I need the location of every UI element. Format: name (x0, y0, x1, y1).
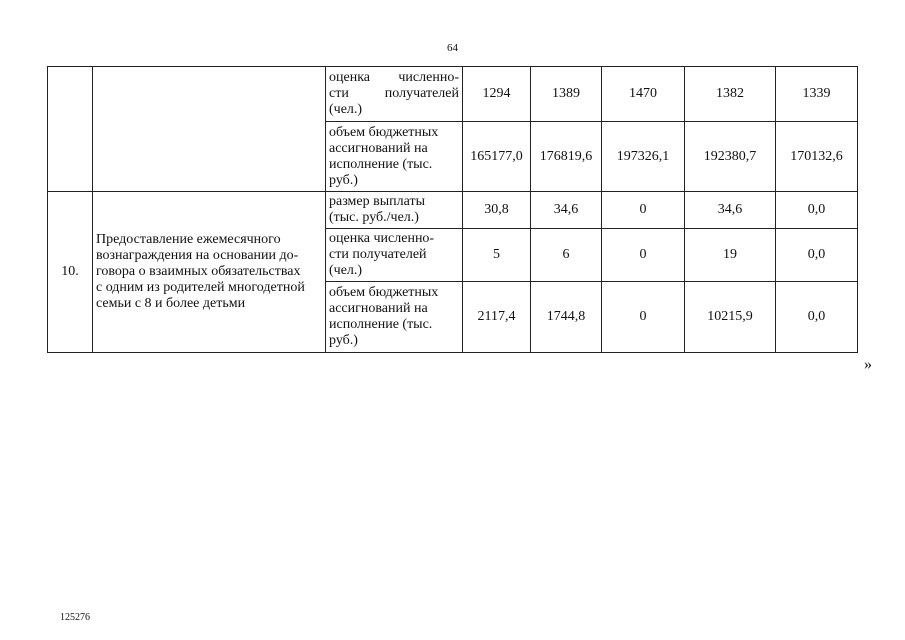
table-row (48, 67, 858, 122)
value-cell: 19 (685, 229, 776, 282)
value-cell: 0 (602, 192, 685, 229)
value-cell: 34,6 (531, 192, 602, 229)
value-cell: 1470 (602, 67, 685, 122)
value-cell: 0,0 (776, 229, 858, 282)
measure-name-cell (93, 67, 326, 192)
value-cell: 1294 (463, 67, 531, 122)
indicator-cell: размер выплаты (тыс. руб./чел.) (326, 192, 463, 229)
indicator-cell: оценка численно- сти получателей (чел.) (326, 67, 463, 122)
value-cell: 165177,0 (463, 122, 531, 192)
value-cell: 5 (463, 229, 531, 282)
value-cell: 34,6 (685, 192, 776, 229)
value-cell: 197326,1 (602, 122, 685, 192)
closing-quote: » (864, 356, 872, 373)
row-number: 10. (48, 192, 93, 353)
value-cell: 192380,7 (685, 122, 776, 192)
budget-table (47, 66, 858, 353)
value-cell: 2117,4 (463, 282, 531, 353)
value-cell: 30,8 (463, 192, 531, 229)
indicator-cell: оценка численно- сти получателей (чел.) (326, 229, 463, 282)
value-cell: 1339 (776, 67, 858, 122)
value-cell: 0 (602, 282, 685, 353)
measure-name: Предоставление ежемесячного вознаграждения на основании до- говора о взаимных обязательствах с одним из родителей многодетной семьи с 8 и более детьми (93, 192, 326, 353)
document-code: 125276 (60, 612, 90, 623)
page-number: 64 (447, 42, 458, 54)
value-cell: 0 (602, 229, 685, 282)
value-cell: 1389 (531, 67, 602, 122)
row-number-cell (48, 67, 93, 192)
value-cell: 176819,6 (531, 122, 602, 192)
value-cell: 6 (531, 229, 602, 282)
value-cell: 0,0 (776, 282, 858, 353)
value-cell: 1382 (685, 67, 776, 122)
value-cell: 0,0 (776, 192, 858, 229)
indicator-cell: объем бюджетных ассигнований на исполнение (тыс. руб.) (326, 122, 463, 192)
value-cell: 1744,8 (531, 282, 602, 353)
value-cell: 170132,6 (776, 122, 858, 192)
value-cell: 10215,9 (685, 282, 776, 353)
indicator-cell: объем бюджетных ассигнований на исполнение (тыс. руб.) (326, 282, 463, 353)
table-row (48, 192, 858, 229)
